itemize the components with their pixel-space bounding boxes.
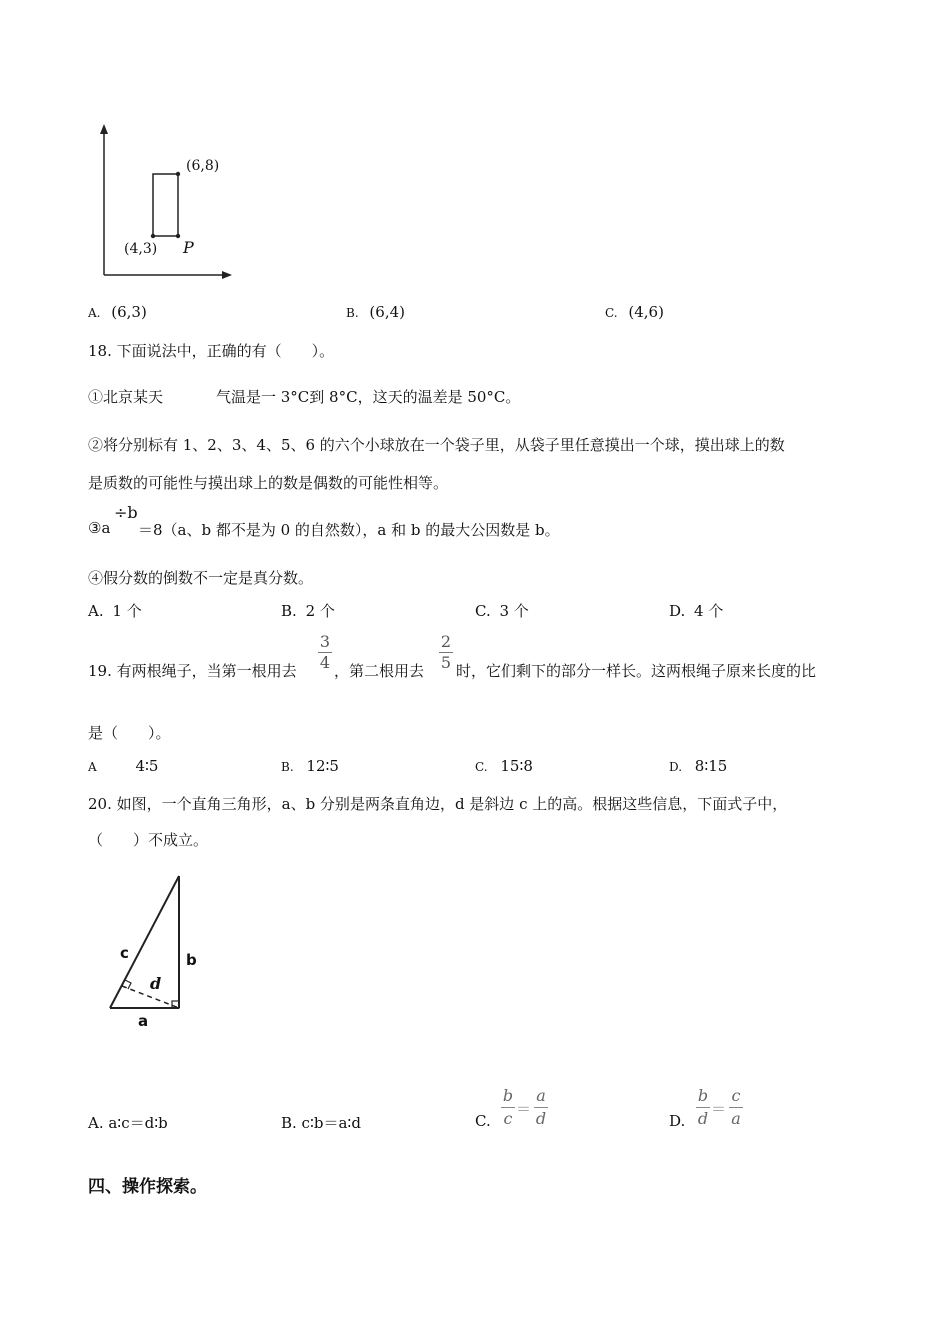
option-letter: A [88, 760, 97, 774]
point-4-3 [151, 234, 155, 238]
option-value: 3 个 [499, 602, 529, 620]
q20-option-d-frac1 [696, 1088, 710, 1127]
q20-option-c-frac1 [501, 1088, 515, 1127]
option-letter: B. [281, 602, 297, 620]
q20-option-c-letter[interactable]: C. [475, 1112, 491, 1130]
x-axis-arrow [222, 271, 232, 279]
q20-option-a[interactable]: A. a∶c＝d∶b [88, 1114, 168, 1132]
q20-line1: 20. 如图，一个直角三角形，a、b 分别是两条直角边，d 是斜边 c 上的高。根据这些信息，下面式子中， [88, 795, 788, 813]
option-letter: C. [475, 602, 491, 620]
q20-option-b[interactable]: B. c∶b＝a∶d [281, 1114, 361, 1132]
q19-fraction-1 [318, 634, 332, 671]
fraction-numerator: c [731, 1086, 741, 1105]
q20-option-d-frac2 [729, 1088, 743, 1127]
q19-part2: ，第二根用去 [334, 662, 425, 680]
label-p: P [183, 238, 194, 257]
q18-statement-1b: 气温是一 3°C到 8°C，这天的温差是 50°C。 [216, 388, 521, 406]
fraction-bar [534, 1107, 548, 1108]
q19-option-c[interactable] [475, 757, 533, 775]
rectangle [153, 174, 178, 236]
option-value: 8∶15 [694, 757, 728, 775]
label-b: b [186, 951, 197, 969]
q18-statement-3-sup: ÷b [114, 503, 138, 522]
option-value: 4 个 [694, 602, 724, 620]
q20-option-d-letter[interactable]: D. [669, 1112, 686, 1130]
q18-option-d[interactable] [669, 600, 723, 621]
q18-option-a[interactable] [88, 600, 142, 621]
q18-statement-3-prefix: ③a [88, 519, 111, 537]
q18-statement-2-line2: 是质数的可能性与摸出球上的数是偶数的可能性相等。 [88, 474, 449, 492]
fraction-denominator: d [697, 1109, 709, 1128]
q19-option-a[interactable] [88, 757, 158, 775]
option-value: 12∶5 [306, 757, 339, 775]
fraction-bar [501, 1107, 515, 1108]
option-value: (4,6) [628, 303, 664, 321]
q20-line2: （ ）不成立。 [88, 831, 209, 849]
fraction-denominator: 5 [440, 653, 452, 672]
option-letter: D. [669, 760, 683, 774]
point-p [176, 234, 180, 238]
label-a: a [138, 1012, 149, 1030]
q18-option-b[interactable] [281, 600, 335, 621]
option-letter: B. [346, 306, 359, 320]
q19-line2: 是（ ）。 [88, 724, 171, 742]
q18-statement-1a: ①北京某天 [88, 388, 164, 406]
option-value: 4∶5 [135, 757, 159, 775]
fraction-denominator: 4 [319, 653, 331, 672]
q20-option-c-eq: ＝ [516, 1100, 532, 1118]
q17-option-c[interactable] [605, 303, 664, 321]
fraction-numerator: a [536, 1086, 546, 1105]
fraction-bar [729, 1107, 743, 1108]
option-letter: A. [88, 306, 101, 320]
fraction-numerator: b [502, 1086, 514, 1105]
option-value: (6,3) [111, 303, 147, 321]
option-letter: B. [281, 760, 294, 774]
option-value: 2 个 [305, 602, 335, 620]
q18-statement-4: ④假分数的倒数不一定是真分数。 [88, 569, 314, 587]
point-6-8 [176, 172, 180, 176]
fraction-denominator: c [503, 1109, 513, 1128]
fraction-numerator: 2 [440, 632, 452, 651]
fraction-numerator: 3 [319, 632, 331, 651]
q19-part3: 时，它们剩下的部分一样长。这两根绳子原来长度的比 [456, 662, 817, 680]
q17-option-b[interactable] [346, 303, 405, 321]
q17-option-a[interactable] [88, 303, 147, 321]
option-letter: C. [475, 760, 488, 774]
option-value: 1 个 [112, 602, 142, 620]
option-letter: D. [669, 602, 686, 620]
label-4-3: (4,3) [124, 241, 158, 257]
label-c: c [120, 944, 129, 962]
q19-option-d[interactable] [669, 757, 727, 775]
section-heading: 四、操作探索。 [88, 1177, 207, 1197]
coordinate-figure [90, 120, 250, 285]
fraction-bar [696, 1107, 710, 1108]
q18-option-c[interactable] [475, 600, 529, 621]
fraction-denominator: a [731, 1109, 741, 1128]
q19-fraction-2 [439, 634, 453, 671]
option-letter: C. [605, 306, 618, 320]
q19-option-b[interactable] [281, 757, 339, 775]
q18-statement-3-rest: ＝8（a、b 都不是为 0 的自然数），a 和 b 的最大公因数是 b。 [138, 521, 560, 539]
hypotenuse-c [110, 876, 179, 1008]
q20-option-d-eq: ＝ [711, 1100, 727, 1118]
q18-statement-2-line1: ②将分别标有 1、2、3、4、5、6 的六个小球放在一个袋子里，从袋子里任意摸出一个球，摸出球上的数 [88, 436, 785, 454]
option-value: (6,4) [369, 303, 405, 321]
q18-stem: 18. 下面说法中，正确的有（ ）。 [88, 342, 335, 360]
label-6-8: (6,8) [186, 158, 220, 174]
q20-option-c-frac2 [534, 1088, 548, 1127]
option-letter: A. [88, 602, 104, 620]
label-d: d [150, 974, 162, 993]
y-axis-arrow [100, 124, 108, 134]
fraction-numerator: b [697, 1086, 709, 1105]
fraction-denominator: d [535, 1109, 547, 1128]
q19-part1: 19. 有两根绳子，当第一根用去 [88, 662, 297, 680]
option-value: 15∶8 [500, 757, 533, 775]
